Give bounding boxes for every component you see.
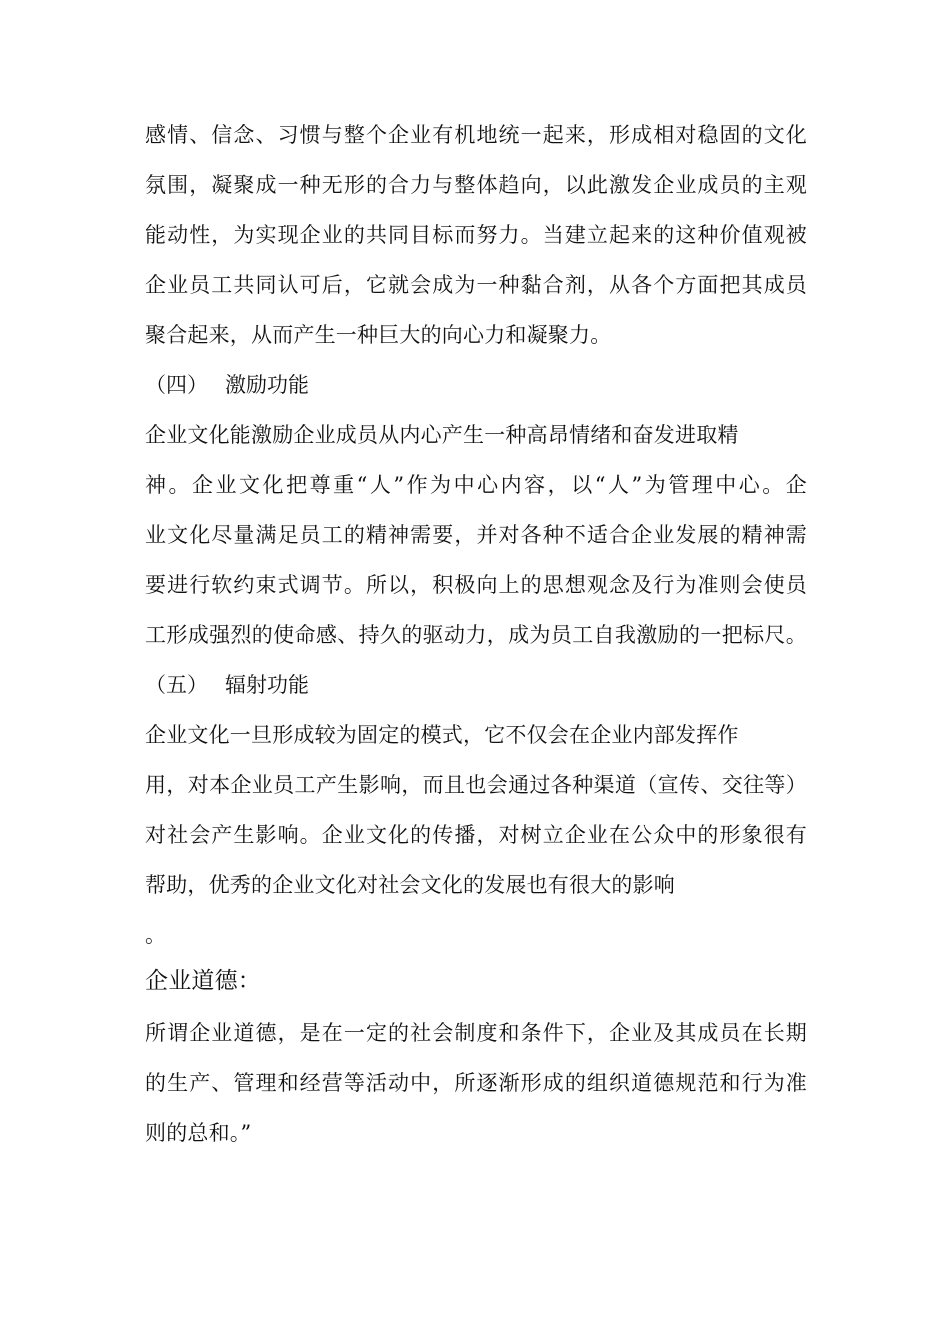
paragraph-line: 。 [145, 923, 167, 947]
paragraph-line: 企业文化能激励企业成员从内心产生一种高昂情绪和奋发进取精 [145, 423, 739, 447]
paragraph-line: 神。企业文化把尊重“人”作为中心内容，以“人”为管理中心。企 [145, 473, 807, 497]
paragraph-line: 企业文化一旦形成较为固定的模式，它不仅会在企业内部发挥作 [145, 723, 739, 747]
paragraph-line: 氛围，凝聚成一种无形的合力与整体趋向，以此激发企业成员的主观 [145, 173, 807, 197]
paragraph-line: 企业员工共同认可后，它就会成为一种黏合剂，从各个方面把其成员 [145, 273, 807, 297]
paragraph-line: 要进行软约束式调节。所以，积极向上的思想观念及行为准则会使员 [145, 573, 807, 597]
section-number: （四） [145, 373, 208, 397]
paragraph-line: 则的总和。” [145, 1121, 252, 1145]
paragraph-line: 业文化尽量满足员工的精神需要，并对各种不适合企业发展的精神需 [145, 523, 807, 547]
page-heading: 企业道德： [145, 968, 261, 994]
paragraph-line: 所谓企业道德，是在一定的社会制度和条件下，企业及其成员在长期 [145, 1021, 807, 1045]
paragraph-line: 帮助，优秀的企业文化对社会文化的发展也有很大的影响 [145, 873, 675, 897]
paragraph-line: 能动性，为实现企业的共同目标而努力。当建立起来的这种价值观被 [145, 223, 807, 247]
paragraph-line: 的生产、管理和经营等活动中，所逐渐形成的组织道德规范和行为准 [145, 1071, 807, 1095]
section-number: （五） [145, 673, 208, 697]
paragraph-line: 感情、信念、习惯与整个企业有机地统一起来，形成相对稳固的文化 [145, 123, 807, 147]
paragraph-line: 工形成强烈的使命感、持久的驱动力，成为员工自我激励的一把标尺。 [145, 623, 807, 647]
paragraph-line: 聚合起来，从而产生一种巨大的向心力和凝聚力。 [145, 323, 612, 347]
section-title: 激励功能 [225, 373, 309, 397]
section-title: 辐射功能 [225, 673, 309, 697]
section-heading-4 [145, 368, 309, 402]
paragraph-line: 对社会产生影响。企业文化的传播，对树立企业在公众中的形象很有 [145, 823, 807, 847]
paragraph-line: 用，对本企业员工产生影响，而且也会通过各种渠道（宣传、交往等） [145, 773, 807, 797]
section-heading-5 [145, 668, 309, 702]
